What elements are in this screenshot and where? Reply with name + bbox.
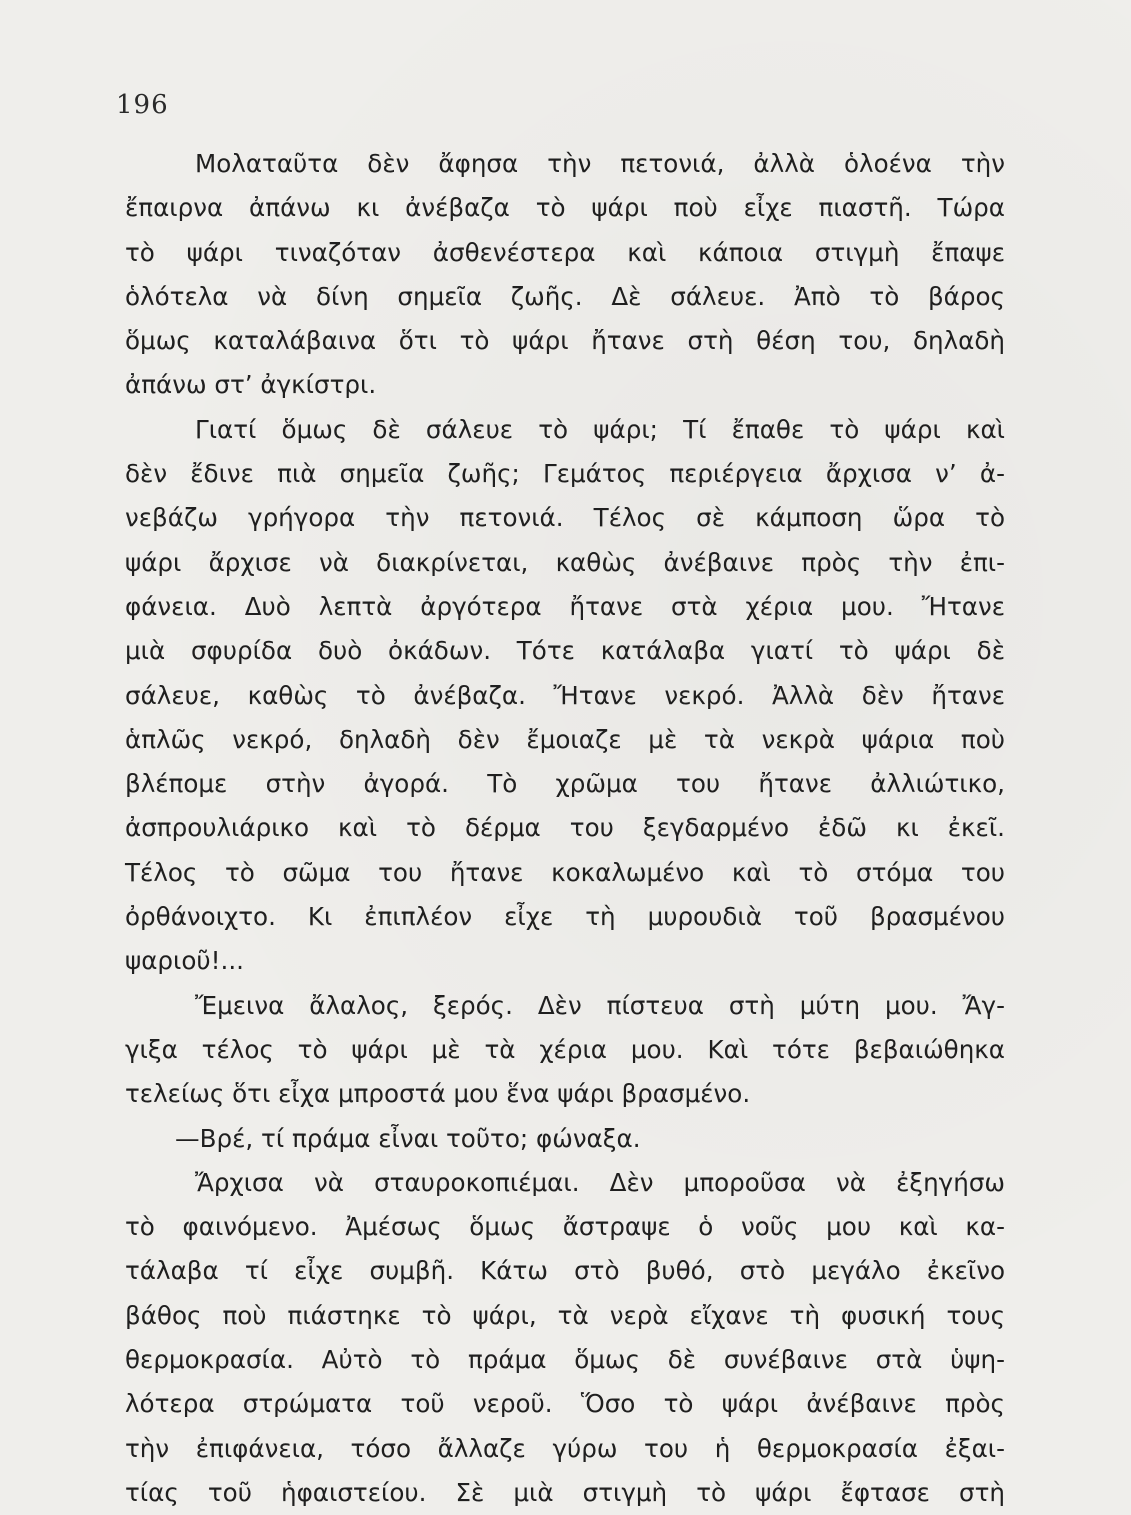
text-line: φάνεια. Δυὸ λεπτὰ ἀργότερα ἤτανε στὰ χέρια μου. Ἤτανε xyxy=(125,591,1005,621)
text-line: Ἔμεινα ἄλαλος, ξερός. Δὲν πίστευα στὴ μύτη μου. Ἄγ- xyxy=(195,990,1005,1020)
text-line: ἁπλῶς νεκρό, δηλαδὴ δὲν ἔμοιαζε μὲ τὰ νεκρὰ ψάρια ποὺ xyxy=(125,724,1005,754)
text-line: τὴν ἐπιφάνεια, τόσο ἄλλαζε γύρω του ἡ θερμοκρασία ἐξαι- xyxy=(125,1433,1005,1463)
text-line: τὸ φαινόμενο. Ἀμέσως ὅμως ἄστραψε ὁ νοῦς μου καὶ κα- xyxy=(125,1212,1005,1242)
text-line: σάλευε, καθὼς τὸ ἀνέβαζα. Ἤτανε νεκρό. Ἀλλὰ δὲν ἤτανε xyxy=(125,680,1005,710)
text-line: ἀπάνω στ’ ἀγκίστρι. xyxy=(125,370,377,400)
text-line: Μολαταῦτα δὲν ἄφησα τὴν πετονιά, ἀλλὰ ὁλοένα τὴν xyxy=(195,149,1005,178)
text-line: τάλαβα τί εἶχε συμβῆ. Κάτω στὸ βυθό, στὸ μεγάλο ἐκεῖνο xyxy=(125,1256,1005,1286)
text-line: τελείως ὅτι εἶχα μπροστά μου ἕνα ψάρι βρασμένο. xyxy=(125,1079,751,1109)
text-line: Ἄρχισα νὰ σταυροκοπιέμαι. Δὲν μποροῦσα νὰ ἐξηγήσω xyxy=(195,1167,1005,1197)
text-line: ψάρι ἄρχισε νὰ διακρίνεται, καθὼς ἀνέβαινε πρὸς τὴν ἐπι- xyxy=(125,547,1005,577)
text-line: μιὰ σφυρίδα δυὸ ὀκάδων. Τότε κατάλαβα γιατί τὸ ψάρι δὲ xyxy=(125,636,1005,666)
text-line: ὀρθάνοιχτο. Κι ἐπιπλέον εἶχε τὴ μυρουδιὰ τοῦ βρασμένου xyxy=(125,902,1005,932)
text-line: λότερα στρώματα τοῦ νεροῦ. Ὅσο τὸ ψάρι ἀνέβαινε πρὸς xyxy=(125,1389,1005,1419)
text-line: ψαριοῦ!... xyxy=(125,946,244,976)
page-number: 196 xyxy=(116,90,169,120)
text-line: Τέλος τὸ σῶμα του ἤτανε κοκαλωμένο καὶ τὸ στόμα του xyxy=(125,857,1005,887)
text-line: τίας τοῦ ἡφαιστείου. Σὲ μιὰ στιγμὴ τὸ ψάρι ἔφτασε στὴ xyxy=(125,1477,1005,1507)
text-line: ἀσπρουλιάρικο καὶ τὸ δέρμα του ξεγδαρμένο ἐδῶ κι ἐκεῖ. xyxy=(125,813,1005,843)
text-line: —Βρέ, τί πράμα εἶναι τοῦτο; φώναξα. xyxy=(175,1123,641,1153)
text-line: τὸ ψάρι τιναζόταν ἀσθενέστερα καὶ κάποια στιγμὴ ἔπαψε xyxy=(125,237,1005,267)
text-line: νεβάζω γρήγορα τὴν πετονιά. Τέλος σὲ κάμποση ὥρα τὸ xyxy=(125,503,1005,533)
text-line: θερμοκρασία. Αὐτὸ τὸ πράμα ὅμως δὲ συνέβαινε στὰ ὑψη- xyxy=(125,1345,1005,1375)
text-line: βλέπομε στὴν ἀγορά. Τὸ χρῶμα του ἤτανε ἀλλιώτικο, xyxy=(125,769,1005,799)
text-line: ἔπαιρνα ἀπάνω κι ἀνέβαζα τὸ ψάρι ποὺ εἶχε πιαστῆ. Τώρα xyxy=(125,193,1005,223)
text-line: ὅμως καταλάβαινα ὅτι τὸ ψάρι ἤτανε στὴ θέση του, δηλαδὴ xyxy=(125,326,1005,356)
text-line: Γιατί ὅμως δὲ σάλευε τὸ ψάρι; Τί ἔπαθε τὸ ψάρι καὶ xyxy=(195,414,1005,444)
text-line: ὁλότελα νὰ δίνη σημεῖα ζωῆς. Δὲ σάλευε. Ἀπὸ τὸ βάρος xyxy=(125,281,1005,311)
text-line: γιξα τέλος τὸ ψάρι μὲ τὰ χέρια μου. Καὶ τότε βεβαιώθηκα xyxy=(125,1034,1005,1064)
text-line: δὲν ἔδινε πιὰ σημεῖα ζωῆς; Γεμάτος περιέργεια ἄρχισα ν’ ἀ- xyxy=(125,459,1005,489)
body-text xyxy=(125,142,1005,1515)
text-line: βάθος ποὺ πιάστηκε τὸ ψάρι, τὰ νερὰ εἴχανε τὴ φυσική τους xyxy=(125,1300,1005,1330)
